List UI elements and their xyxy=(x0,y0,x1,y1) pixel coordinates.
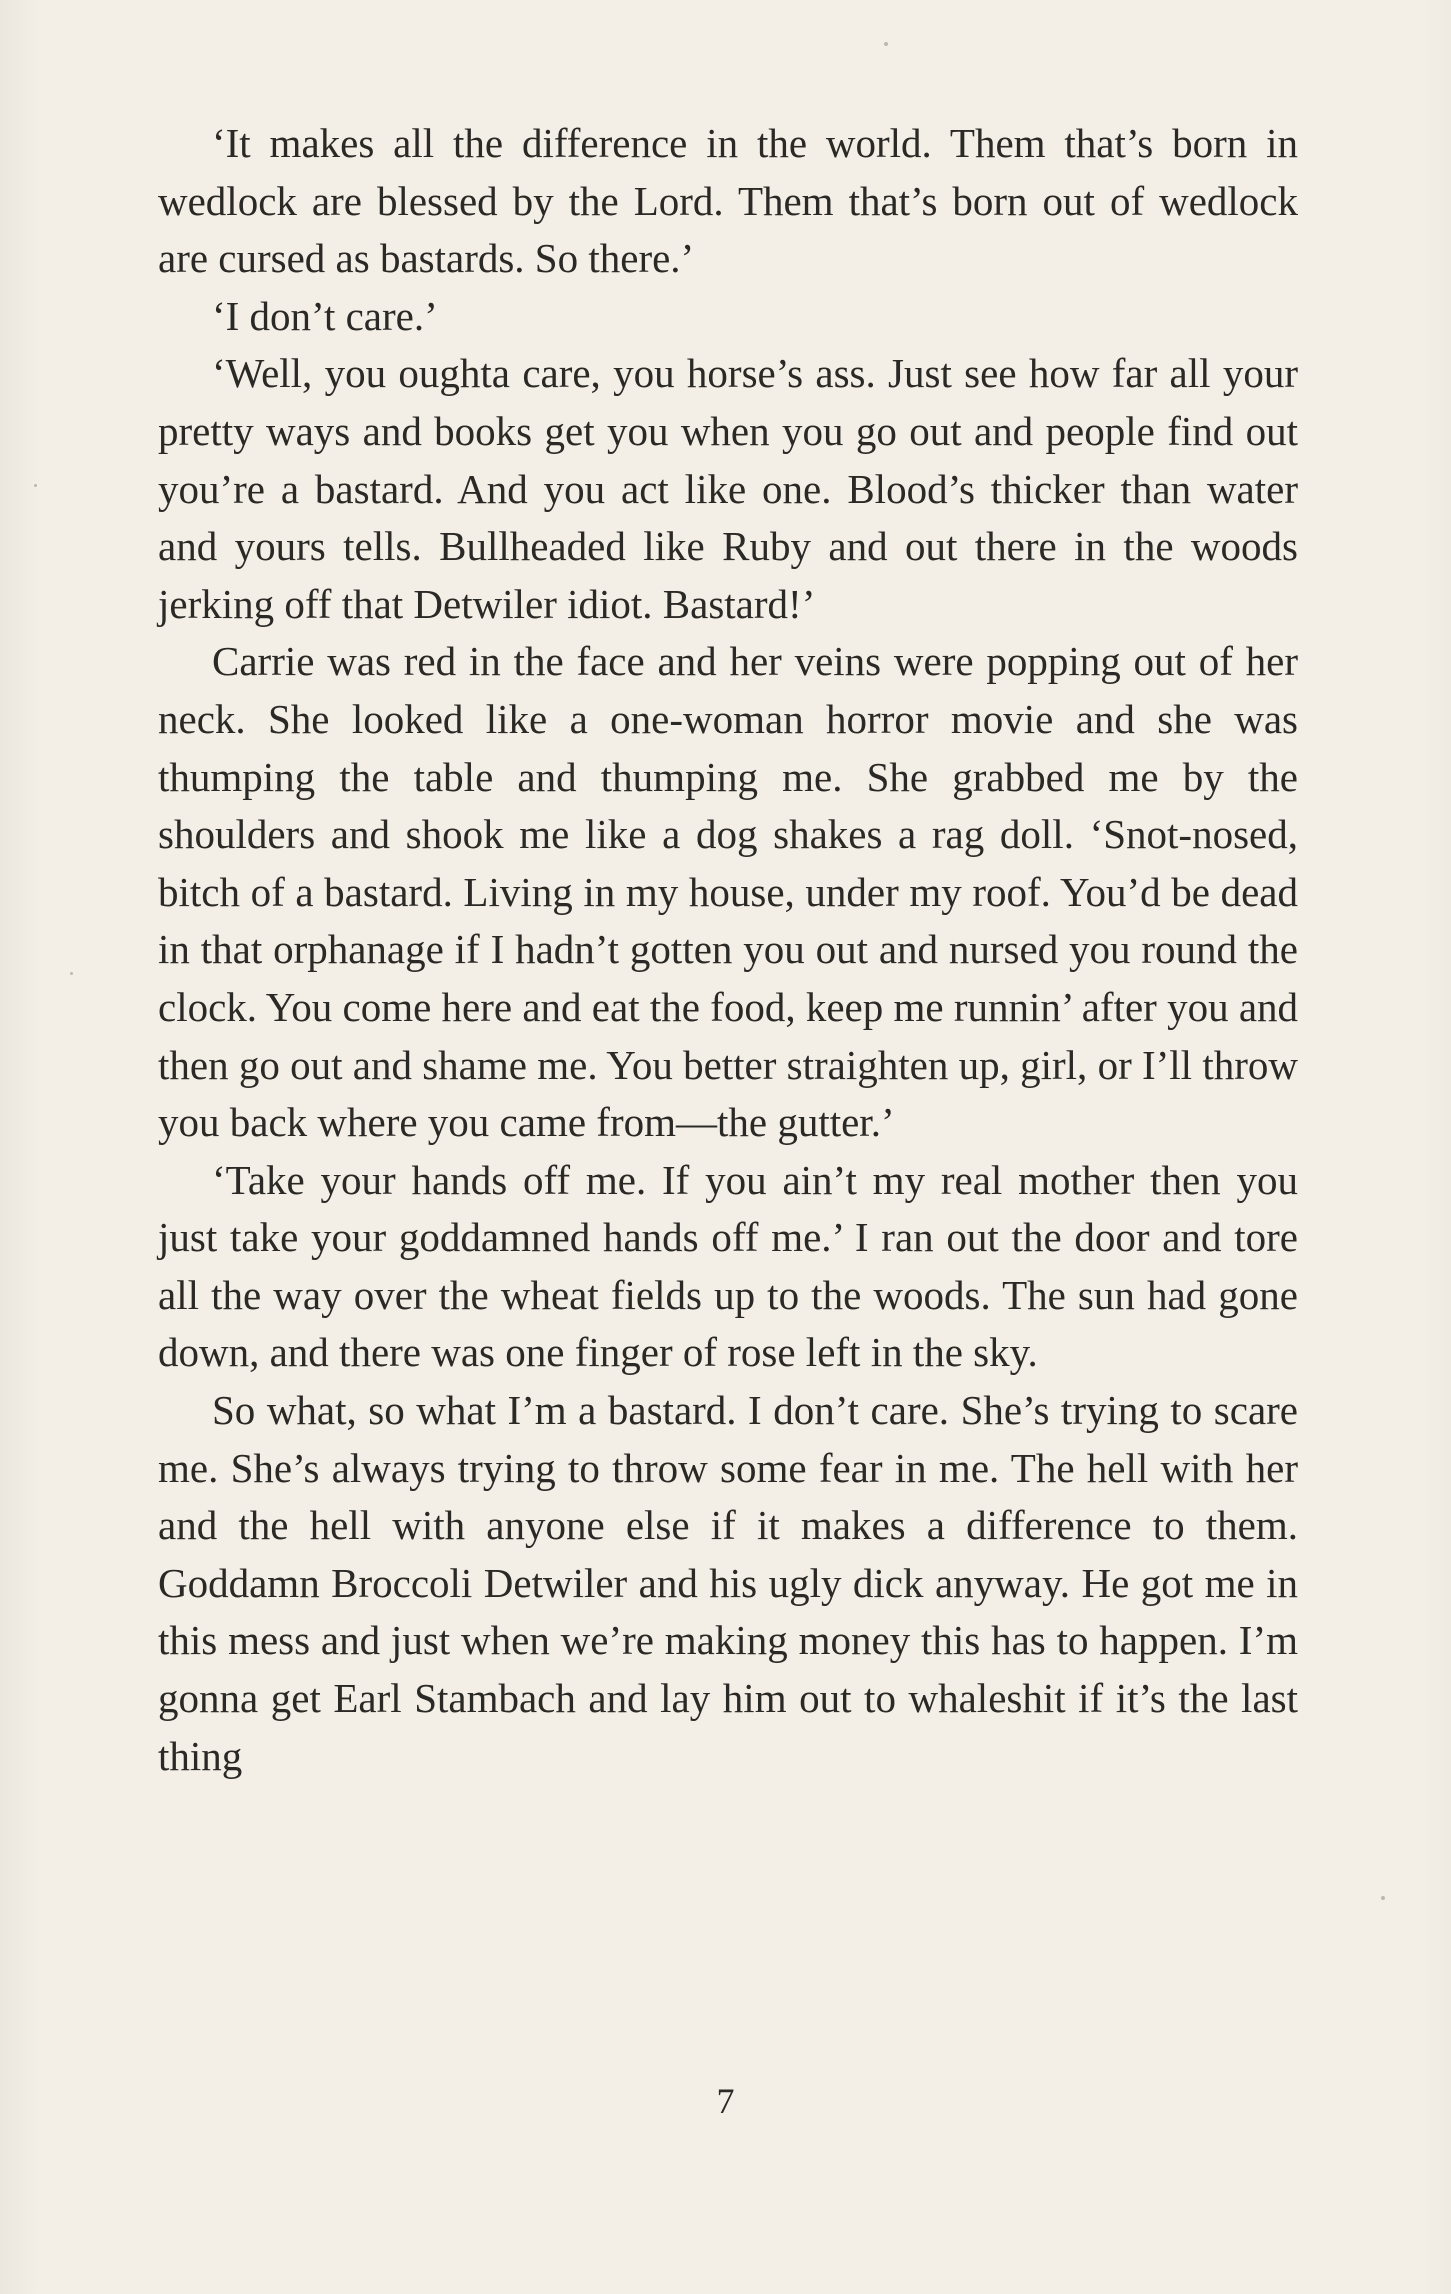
paper-speck xyxy=(884,42,888,46)
paragraph: ‘I don’t care.’ xyxy=(212,292,438,339)
paper-speck xyxy=(70,972,73,975)
paragraph: So what, so what I’m a bastard. I don’t care. She’s trying to scare me. She’s always trying to throw some fear in me. The hell with her and the hell with anyone else if it makes a difference to them. Goddamn Broccoli Detwiler and his ugly dick anyway. He got me in this mess and just when we’re making money this has to happen. I’m gonna get Earl Stambach and lay him out to whaleshit if it’s the last thing xyxy=(158,1387,1298,1779)
paragraph: ‘Take your hands off me. If you ain’t my real mother then you just take your goddamned hands off me.’ I ran out the door and tore all the way over the wheat fields up to the woods. The sun had gone down, and there was one finger of rose left in the sky. xyxy=(158,1156,1298,1376)
paper-speck xyxy=(34,484,37,487)
page-number: 7 xyxy=(716,2081,735,2121)
paper-speck xyxy=(1381,1896,1385,1900)
body-text xyxy=(158,115,1298,1785)
paragraph: Carrie was red in the face and her veins were popping out of her neck. She looked like a one-woman horror movie and she was thumping the table and thumping me. She grabbed me by the shoulders and shook me like a dog shakes a rag doll. ‘Snot-nosed, bitch of a bastard. Living in my house, under my roof. You’d be dead in that orphanage if I hadn’t gotten you out and nursed you round the clock. You come here and eat the food, keep me runnin’ after you and then go out and shame me. You better straighten up, girl, or I’ll throw you back where you came from—the gutter.’ xyxy=(158,638,1299,1146)
paragraph: ‘It makes all the difference in the world. Them that’s born in wedlock are blessed by the Lord. Them that’s born out of wedlock are cursed as bastards. So there.’ xyxy=(158,120,1298,282)
paragraph: ‘Well, you oughta care, you horse’s ass. Just see how far all your pretty ways and books get you when you go out and people find out you’re a bastard. And you act like one. Blood’s thicker than water and yours tells. Bullheaded like Ruby and out there in the woods jerking off that Detwiler idiot. Bastard!’ xyxy=(158,350,1298,627)
